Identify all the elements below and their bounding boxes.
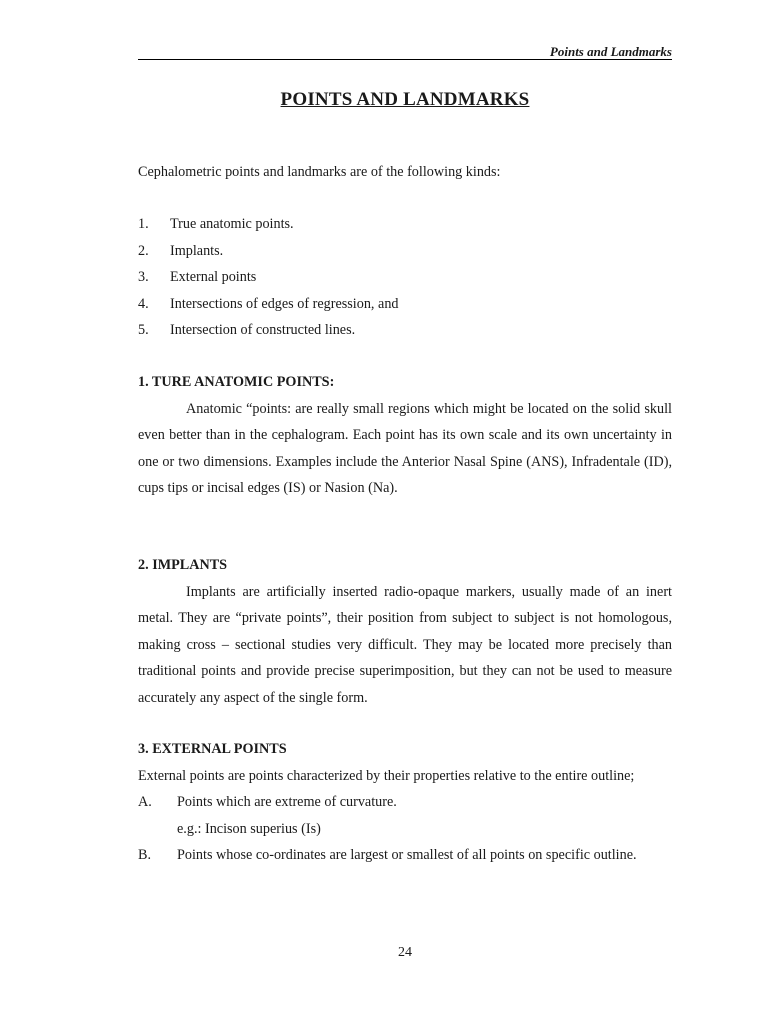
- section-paragraph: Implants are artificially inserted radio-opaque markers, usually made of an inert metal. They are “private points”, their position from subject to subject is not homologous, making cross – sectional studies very difficult. They may be located more precisely than traditional points and provide precise superimposition, but they can not be used to measure accurately any aspect of the single form.: [138, 583, 672, 706]
- list-item: [138, 842, 672, 869]
- section-heading: 1. TURE ANATOMIC POINTS:: [138, 374, 335, 390]
- section-heading: 3. EXTERNAL POINTS: [138, 741, 287, 757]
- section-paragraph: External points are points characterized by their properties relative to the entire outline;: [138, 767, 635, 784]
- list-item-number: 3.: [138, 269, 149, 285]
- list-item: [138, 264, 672, 291]
- intro-text: Cephalometric points and landmarks are of the following kinds:: [138, 164, 501, 180]
- list-item-text: True anatomic points.: [170, 216, 294, 232]
- list-item-number: 5.: [138, 322, 149, 338]
- list-item-text: Intersection of constructed lines.: [170, 322, 356, 338]
- running-header-title: Points and Landmarks: [549, 44, 672, 59]
- page-number: 24: [398, 945, 412, 960]
- page-title: POINTS AND LANDMARKS: [280, 89, 530, 110]
- list-item-text: Points whose co-ordinates are largest or smallest of all points on specific outline.: [177, 847, 637, 863]
- list-item-text: Points which are extreme of curvature.: [177, 794, 397, 810]
- list-item-letter: B.: [138, 847, 152, 863]
- kinds-list-container: [138, 211, 672, 344]
- running-header: [138, 43, 672, 60]
- list-item-number: 4.: [138, 295, 149, 312]
- section-paragraph: Anatomic “points: are really small regions which might be located on the solid skull even better than in the cephalogram. Each point has its own scale and its own uncertainty in one or two dimensions. Examples include the Anterior Nasal Spine (ANS), Infradentale (ID), cups tips or incisal edges (IS) or Nasion (Na).: [138, 400, 672, 496]
- intro-paragraph: [138, 159, 672, 186]
- list-item: [138, 238, 672, 265]
- kinds-list: [138, 211, 672, 344]
- list-item: [138, 789, 672, 816]
- list-item: [138, 211, 672, 238]
- section-external-points: [138, 736, 672, 869]
- list-item: [138, 291, 672, 318]
- external-points-list: [138, 789, 672, 816]
- list-item-text: External points: [170, 269, 257, 285]
- list-item-text: Intersections of edges of regression, and: [170, 295, 399, 312]
- section-implants: [138, 552, 672, 711]
- section-heading: 2. IMPLANTS: [138, 557, 228, 573]
- section-anatomic-points: [138, 369, 672, 502]
- list-item: [138, 317, 672, 344]
- list-item-number: 2.: [138, 242, 149, 259]
- list-item-text: Implants.: [170, 242, 224, 259]
- external-points-list-b: [138, 842, 672, 869]
- list-item-number: 1.: [138, 216, 149, 232]
- example-text: e.g.: Incison superius (Is): [177, 820, 321, 837]
- list-item-letter: A.: [138, 794, 152, 810]
